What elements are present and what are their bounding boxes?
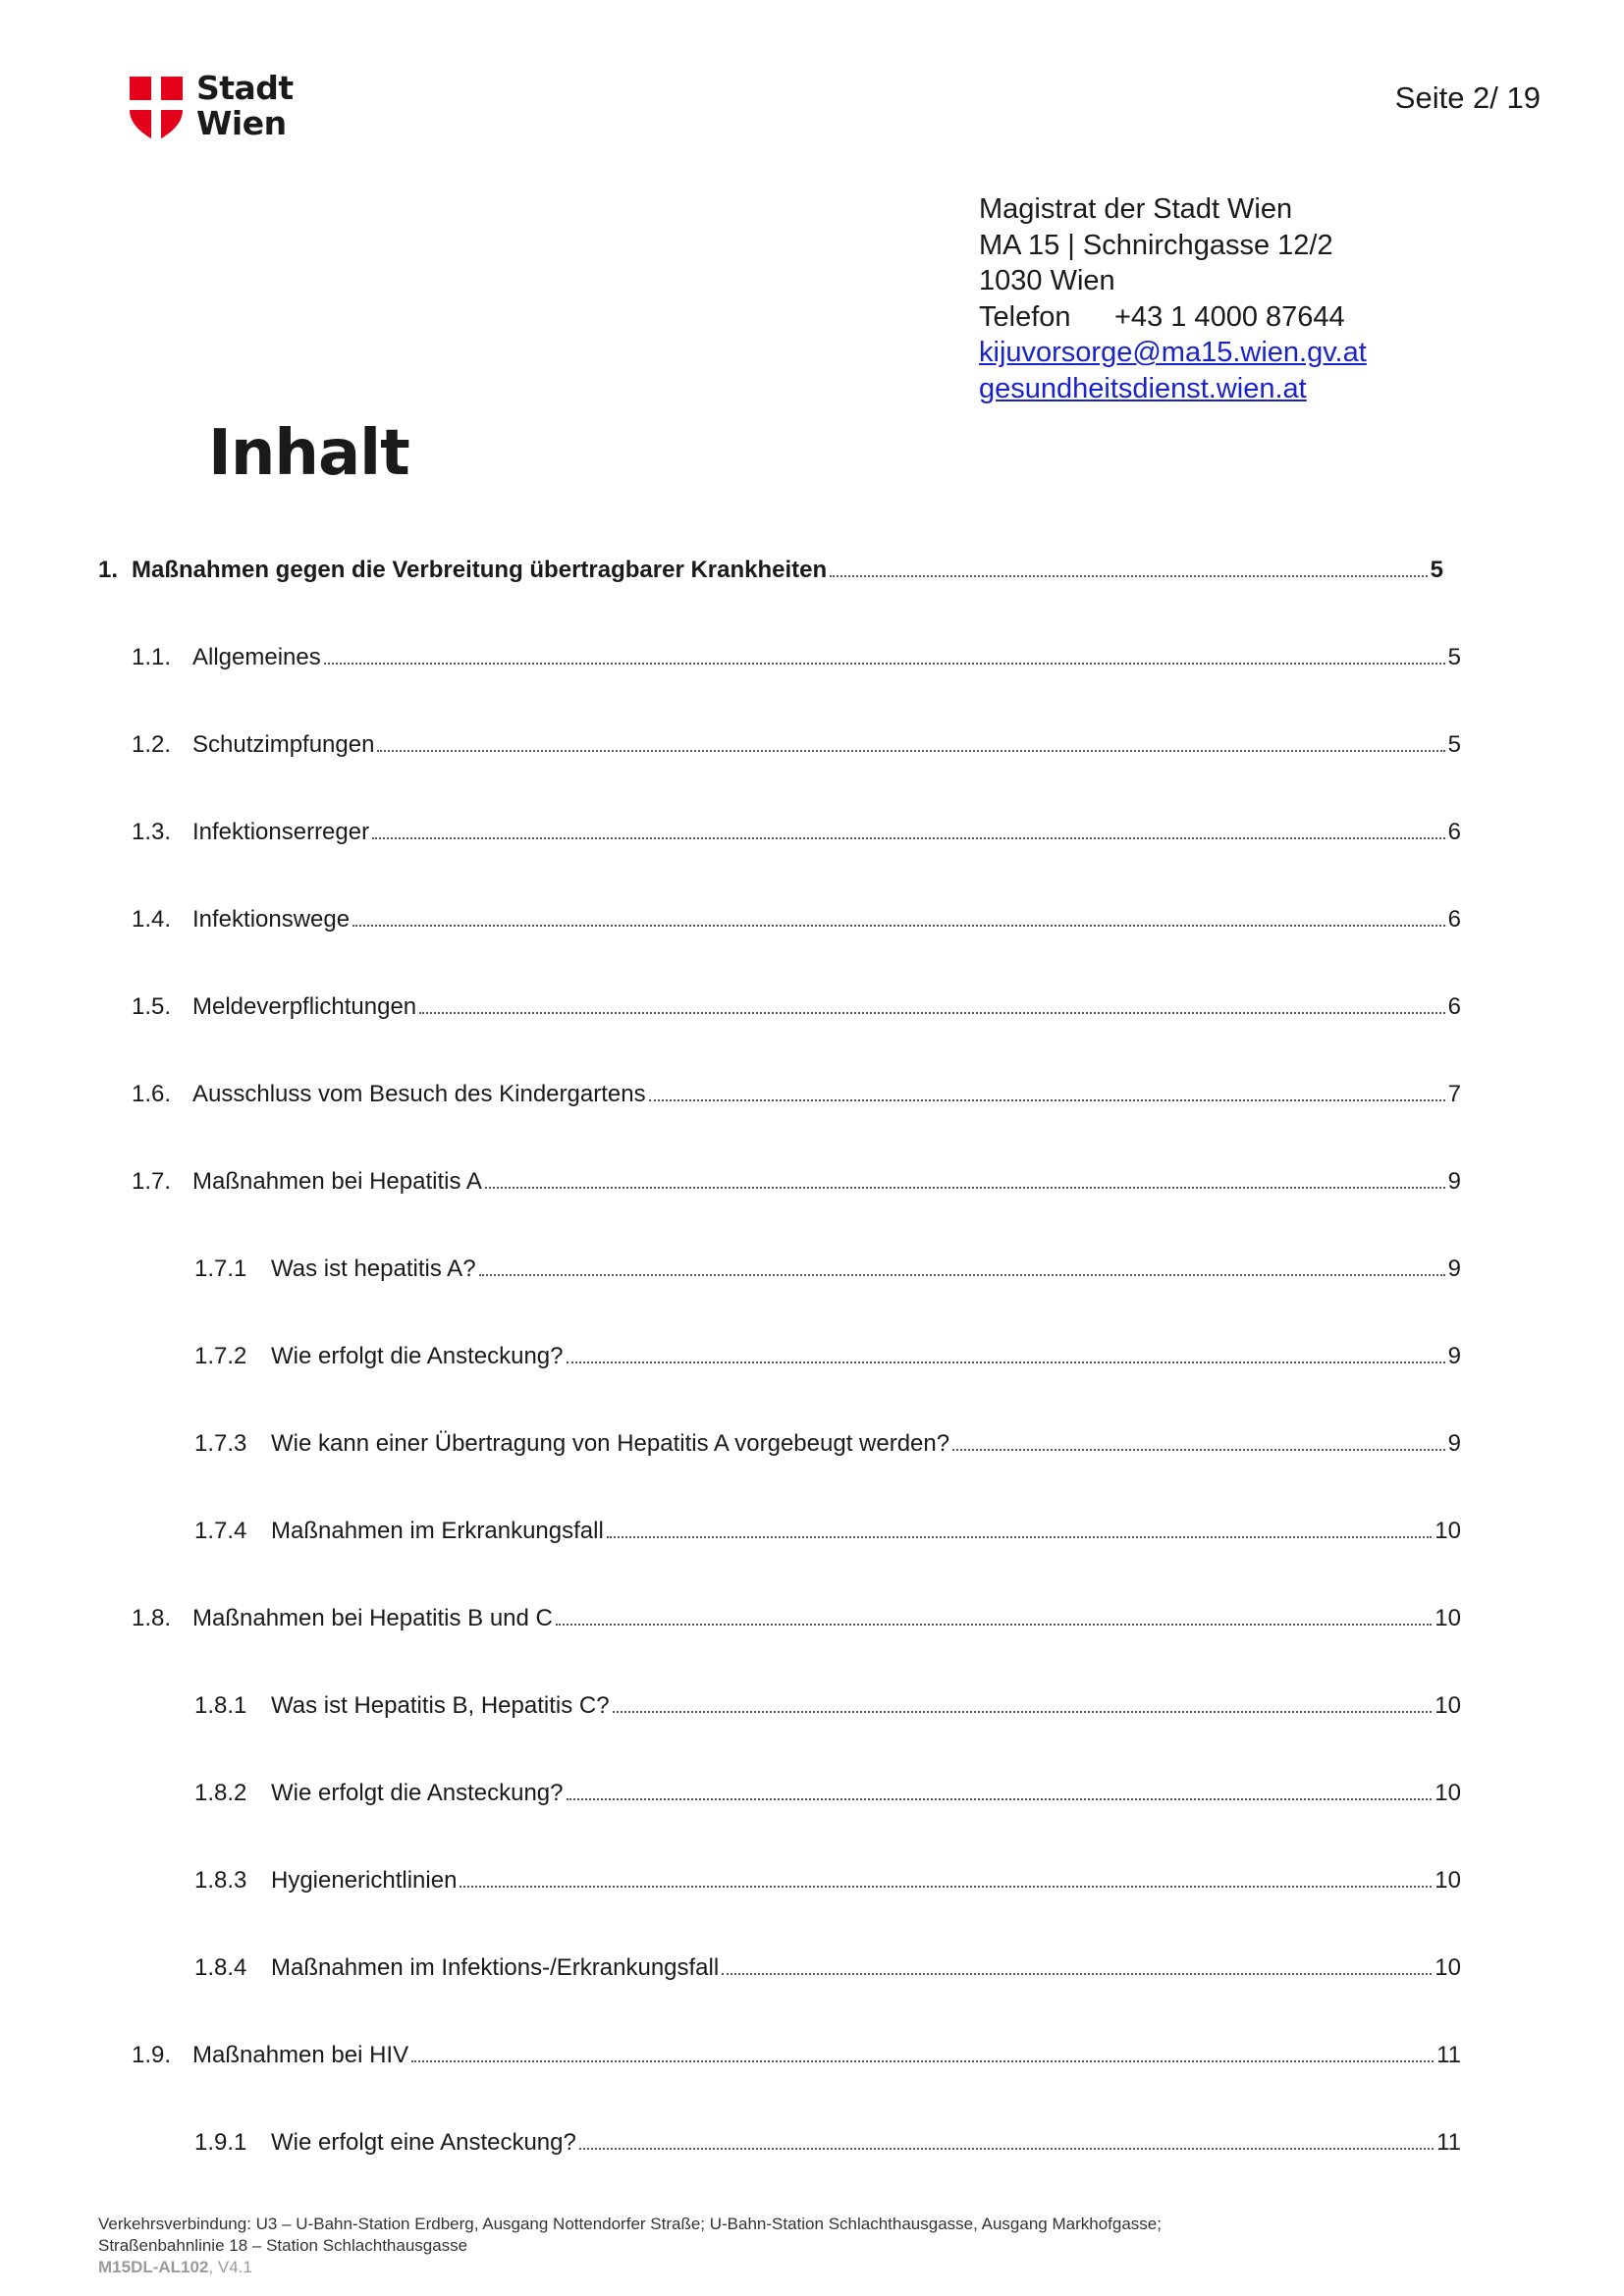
toc-page: 7 [1447,1081,1461,1107]
logo-line-stadt: Stadt [196,69,294,107]
toc-page: 10 [1435,1954,1461,1981]
toc-number: 1.1. [132,644,172,670]
toc-entry[interactable] [132,2030,1461,2069]
toc-leader [567,1796,1433,1800]
toc-title: Maßnahmen im Infektions-/Erkrankungsfall [271,1954,720,1981]
toc-leader [419,1010,1445,1014]
toc-leader [952,1447,1445,1451]
page-number: Seite 2/ 19 [1394,80,1541,115]
toc-title: Infektionserreger [192,819,370,845]
toc-page: 6 [1447,819,1461,845]
toc-number: 1.7.3 [194,1430,247,1457]
toc-number: 1.4. [132,906,172,933]
toc-entry[interactable] [194,1768,1461,1807]
toc-entry[interactable] [194,1681,1461,1720]
toc-number: 1.8.3 [194,1867,247,1894]
toc-title: Meldeverpflichtungen [192,993,417,1020]
vienna-shield-icon [128,75,185,143]
toc-page: 6 [1447,906,1461,933]
toc-entry[interactable] [132,894,1461,934]
toc-page: 5 [1430,557,1443,583]
toc-leader [722,1971,1432,1975]
toc-page: 6 [1447,993,1461,1020]
toc-number: 1.6. [132,1081,172,1107]
toc-page: 10 [1435,1780,1461,1806]
toc-page: 10 [1435,1605,1461,1631]
toc-title: Wie erfolgt eine Ansteckung? [271,2129,576,2156]
toc-leader [372,835,1445,839]
footer-transport-line-1: Verkehrsverbindung: U3 – U-Bahn-Station Erdberg, Ausgang Nottendorfer Straße; U-Bahn-Station Schlachthausgasse, Ausgang Markhofgasse; [98,2215,1162,2233]
toc-number: 1.9.1 [194,2129,247,2156]
toc-page: 5 [1447,731,1461,758]
toc-entry[interactable] [194,1506,1461,1545]
document-code: M15DL-AL102 [98,2258,209,2276]
toc-leader [377,748,1444,752]
toc-entry[interactable] [132,807,1461,846]
toc-title: Allgemeines [192,644,321,670]
stadt-wien-logo [128,69,304,147]
address-line-1: Magistrat der Stadt Wien [979,193,1293,225]
toc-page: 10 [1435,1867,1461,1894]
website-link[interactable]: gesundheitsdienst.wien.at [979,372,1307,404]
toc-number: 1.5. [132,993,172,1020]
toc-page: 9 [1447,1255,1461,1282]
toc-page: 11 [1436,2042,1461,2068]
toc-number: 1.3. [132,819,172,845]
toc-number: 1. [98,557,119,583]
toc-leader [479,1272,1445,1276]
footer-transport-line-2: Straßenbahnlinie 18 – Station Schlachthausgasse [98,2236,468,2255]
address-line-3: 1030 Wien [979,265,1115,296]
toc-entry[interactable] [194,1244,1461,1283]
toc-leader [830,573,1427,577]
toc-number: 1.7.1 [194,1255,247,1282]
logo-line-wien: Wien [196,104,287,142]
toc-title: Maßnahmen bei Hepatitis B und C [192,1605,553,1631]
toc-number: 1.8.2 [194,1780,247,1806]
toc-leader [485,1185,1445,1189]
toc-entry[interactable] [194,1855,1461,1895]
email-link[interactable]: kijuvorsorge@ma15.wien.gv.at [979,337,1367,368]
toc-entry[interactable] [132,632,1461,671]
toc-number: 1.8.4 [194,1954,247,1981]
toc-entry[interactable] [132,720,1461,759]
phone-line [979,299,1367,336]
toc-number: 1.9. [132,2042,172,2068]
toc-page: 9 [1447,1168,1461,1195]
toc-page: 5 [1447,644,1461,670]
toc-title: Was ist hepatitis A? [271,1255,476,1282]
toc-leader [649,1097,1445,1101]
toc-number: 1.8. [132,1605,172,1631]
toc-entry[interactable] [194,1418,1461,1458]
toc-page: 11 [1436,2129,1461,2156]
toc-leader [567,1360,1445,1363]
toc-title: Ausschluss vom Besuch des Kindergartens [192,1081,646,1107]
toc-title: Wie erfolgt die Ansteckung? [271,1780,564,1806]
phone-number: +43 1 4000 87644 [1114,300,1345,333]
toc-entry[interactable] [194,1943,1461,1982]
footer-doc-info: M15DL-AL102, V4.1 [98,2258,252,2276]
toc-entry[interactable] [194,2117,1461,2157]
toc-number: 1.2. [132,731,172,758]
toc-leader [556,1622,1432,1626]
toc-number: 1.7.2 [194,1343,247,1369]
toc-page: 10 [1435,1518,1461,1544]
toc-entry[interactable] [132,1156,1461,1196]
toc-page: 9 [1447,1430,1461,1457]
toc-title: Maßnahmen im Erkrankungsfall [271,1518,604,1544]
toc-page: 10 [1435,1692,1461,1719]
toc-number: 1.8.1 [194,1692,247,1719]
toc-title: Maßnahmen gegen die Verbreitung übertragbarer Krankheiten [132,557,828,583]
footer [98,2214,1162,2278]
document-version: V4.1 [217,2258,252,2276]
toc-title: Infektionswege [192,906,351,933]
toc-leader [411,2058,1434,2062]
toc-entry[interactable] [132,1593,1461,1632]
phone-label: Telefon [979,300,1071,333]
toc-leader [460,1884,1432,1888]
toc-page: 9 [1447,1343,1461,1369]
toc-leader [324,661,1445,665]
toc-number: 1.7.4 [194,1518,247,1544]
toc-title: Maßnahmen bei HIV [192,2042,409,2068]
address-line-2: MA 15 | Schnirchgasse 12/2 [979,229,1333,261]
toc-entry[interactable] [132,1069,1461,1108]
toc-title: Maßnahmen bei Hepatitis A [192,1168,482,1195]
toc-leader [613,1709,1433,1713]
toc-entry[interactable] [194,1331,1461,1370]
toc-title: Wie erfolgt die Ansteckung? [271,1343,564,1369]
logo-wordmark [196,71,294,141]
toc-leader [579,2146,1434,2150]
address-block [979,191,1367,406]
toc-title: Hygienerichtlinien [271,1867,458,1894]
toc-number: 1.7. [132,1168,172,1195]
toc-leader [607,1534,1432,1538]
toc-entry[interactable] [98,545,1443,584]
toc-title: Was ist Hepatitis B, Hepatitis C? [271,1692,610,1719]
toc-title: Wie kann einer Übertragung von Hepatitis A vorgebeugt werden? [271,1430,950,1457]
page-title: Inhalt [208,417,409,490]
toc-title: Schutzimpfungen [192,731,375,758]
toc-leader [352,923,1445,927]
toc-entry[interactable] [132,982,1461,1021]
